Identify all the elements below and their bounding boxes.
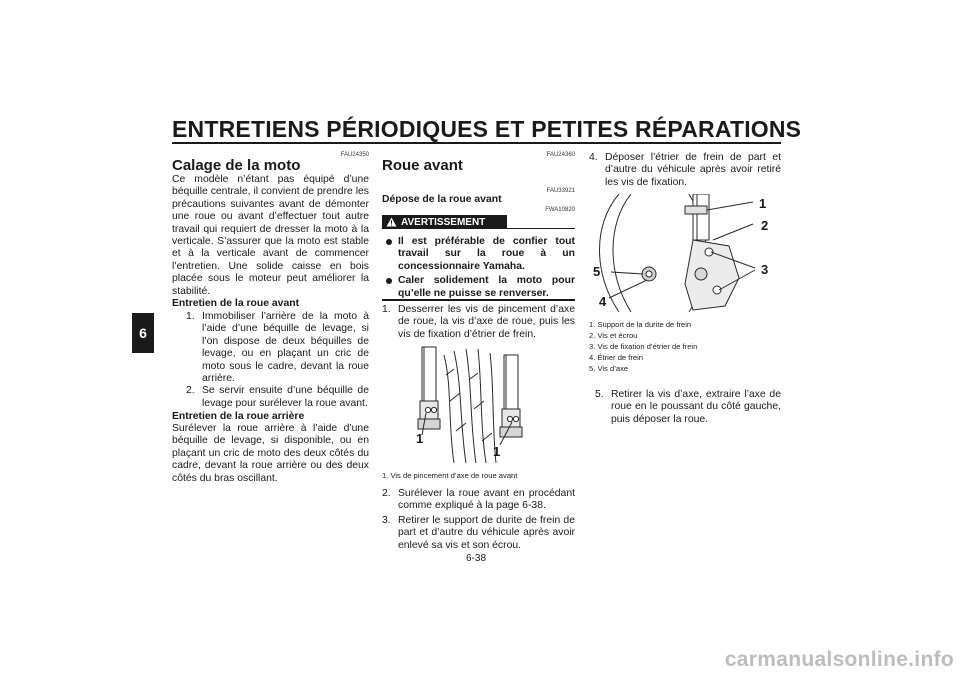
callout-1: 1 <box>416 431 424 446</box>
callout-2: 2 <box>761 218 769 233</box>
step-list <box>589 152 781 189</box>
figure-caption: 1. Vis de pincement d’axe de roue avant <box>382 471 518 480</box>
caption-item: 2. Vis et écrou <box>589 331 638 340</box>
list-item: 4. Déposer l’étrier de frein de part et d’autre du véhicule après avoir retiré les vis de fixation. <box>589 152 781 188</box>
page-number: 6-38 <box>466 553 487 564</box>
warning-badge: AVERTISSEMENT <box>382 215 507 229</box>
brake-caliper-figure <box>589 194 781 314</box>
caption-item: 5. Vis d’axe <box>589 364 629 373</box>
section-heading: Calage de la moto <box>172 157 301 174</box>
warning-icon <box>386 217 397 227</box>
ref-code: FAU33921 <box>546 188 575 194</box>
rear-wheel-heading: Entretien de la roue arrière <box>172 411 305 422</box>
list-item: 2. Se servir ensuite d’une béquille de levage pour surélever la roue avant. <box>186 385 369 409</box>
ref-code: FAU24360 <box>546 152 575 158</box>
section-heading: Roue avant <box>382 157 463 174</box>
step-list <box>382 488 575 552</box>
intro-paragraph: Ce modèle n’étant pas équipé d’une béquille centrale, il convient de prendre les précautions suivantes avant de démonter une roue ou avant d’effectuer tout autre travail qui requiert de dresser la moto à la verticale. S’assurer que la moto est stable et à la verticale avant de commencer l’entretien. Une solide caisse en bois placée sous le moteur peut améliorer la stabilité. <box>172 174 369 297</box>
list-item: 1. Desserrer les vis de pincement d’axe de roue, la vis d’axe de roue, puis les vis de fixation d’étrier de frein. <box>382 304 575 340</box>
rear-wheel-paragraph: Surélever la roue arrière à l’aide d’une béquille de levage, si disponible, ou en plaçant un cric de moto des deux côtés du cadre, devant la roue arrière ou des deux côtés du bras oscillant. <box>172 423 369 484</box>
bullet-icon <box>386 278 392 284</box>
bullet-icon <box>386 239 392 245</box>
list-item: 2. Surélever la roue avant en procédant comme expliqué à la page 6-38. <box>382 488 575 512</box>
ref-code: FWA10820 <box>545 207 575 213</box>
watermark: carmanualsonline.info <box>724 648 954 671</box>
list-item: 5. Retirer la vis d’axe, extraire l’axe de roue en le poussant du côté gauche, puis déposer la roue. <box>595 389 781 425</box>
figure-caption-list <box>589 319 781 374</box>
step-list <box>595 389 781 426</box>
warning-end-rule <box>382 299 575 301</box>
subsection-heading: Dépose de la roue avant <box>382 194 502 205</box>
list-item: Il est préférable de confier tout travail sur la roue à un concessionnaire Yamaha. <box>386 236 575 273</box>
front-wheel-heading: Entretien de la roue avant <box>172 298 300 309</box>
chapter-tab: 6 <box>132 313 154 353</box>
front-steps-list <box>186 311 369 410</box>
page-title: ENTRETIENS PÉRIODIQUES ET PETITES RÉPARATIONS <box>172 116 802 142</box>
title-rule <box>172 142 781 144</box>
caption-item: 4. Étrier de frein <box>589 353 644 362</box>
warning-list <box>386 236 575 300</box>
list-item: 1. Immobiliser l’arrière de la moto à l’aide d’une béquille de levage, si l’on dispose de deux béquilles de levage, ou en plaçant un cric de moto sous le cadre, devant la roue arrière. <box>186 311 369 385</box>
list-item: Caler solidement la moto pour qu’elle ne puisse se renverser. <box>386 275 575 300</box>
callout-5: 5 <box>593 264 601 279</box>
list-item: 3. Retirer le support de durite de frein de part et d’autre du véhicule après avoir enlevé sa vis et son écrou. <box>382 514 575 551</box>
ref-code: FAU24350 <box>340 152 369 158</box>
front-fork-figure <box>382 345 575 467</box>
step-list <box>382 304 575 341</box>
callout-1: 1 <box>493 444 501 459</box>
callout-1: 1 <box>759 196 767 211</box>
caption-item: 3. Vis de fixation d’étrier de frein <box>589 342 698 351</box>
callout-4: 4 <box>599 294 607 309</box>
caption-item: 1. Support de la durite de frein <box>589 320 692 329</box>
callout-3: 3 <box>761 262 769 277</box>
